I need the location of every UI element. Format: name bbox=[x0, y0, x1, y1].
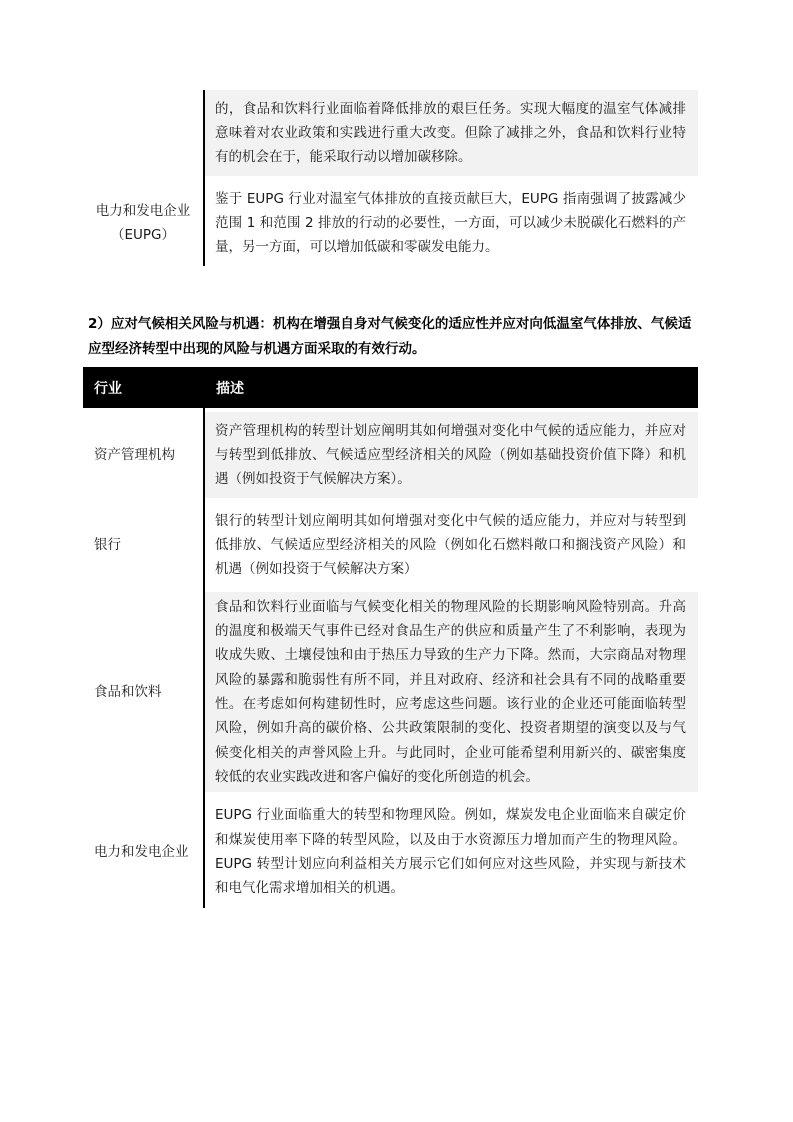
industry-label: 电力和发电企业 bbox=[95, 203, 191, 219]
table-row bbox=[83, 796, 698, 908]
table-row bbox=[83, 180, 698, 266]
description-cell: 资产管理机构的转型计划应阐明其如何增强对变化中气候的适应能力，并应对与转型到低排放、气候适应型经济相关的风险（例如基础投资价值下降）和机遇（例如投资于气候解决方案）。 bbox=[205, 412, 698, 498]
description-cell: 银行的转型计划应阐明其如何增强对变化中气候的适应能力，并应对与转型到低排放、气候适应型经济相关的风险（例如化石燃料敞口和搁浅资产风险）和机遇（例如投资于气候解决方案） bbox=[215, 512, 686, 578]
industry-cell: 资产管理机构 bbox=[83, 412, 205, 498]
industry-table bbox=[83, 367, 698, 908]
description-cell: 的，食品和饮料行业面临着降低排放的艰巨任务。实现大幅度的温室气体减排意味着对农业政策和实践进行重大改变。但除了减排之外，食品和饮料行业特有的机会在于，能采取行动以增加碳移除。 bbox=[205, 90, 698, 176]
table-row bbox=[83, 412, 698, 498]
industry-cell: 食品和饮料 bbox=[83, 592, 205, 792]
table-row bbox=[83, 592, 698, 792]
description-cell: 鉴于 EUPG 行业对温室气体排放的直接贡献巨大，EUPG 指南强调了披露减少范围 1 和范围 2 排放的行动的必要性，一方面，可以减少未脱碳化石燃料的产量，另一方面，可以增加低碳和零碳发电能力。 bbox=[215, 190, 686, 256]
table-header bbox=[83, 367, 698, 408]
industry-cell bbox=[83, 180, 205, 266]
header-description: 描述 bbox=[216, 380, 244, 397]
description-cell: 食品和饮料行业面临与气候变化相关的物理风险的长期影响风险特别高。升高的温度和极端天气事件已经对食品生产的供应和质量产生了不利影响，表现为收成失败、土壤侵蚀和由于热压力导致的生产力下降。然而，大宗商品对物理风险的暴露和脆弱性有所不同，并且对政府、经济和社会具有不同的战略重要性。在考虑如何构建韧性时，应考虑这些问题。该行业的企业还可能面临转型风险，例如升高的碳价格、公共政策限制的变化、投资者期望的演变以及与气候变化相关的声誉风险上升。与此同时，企业可能希望利用新兴的、碳密集度较低的农业实践改进和客户偏好的变化所创造的机会。 bbox=[205, 592, 698, 792]
industry-cell: 电力和发电企业 bbox=[83, 796, 205, 908]
industry-cell: 银行 bbox=[83, 502, 205, 588]
header-industry: 行业 bbox=[94, 380, 122, 397]
table-continued bbox=[83, 90, 698, 266]
description-cell: EUPG 行业面临重大的转型和物理风险。例如，煤炭发电企业面临来自碳定价和煤炭使用率下降的转型风险，以及由于水资源压力增加而产生的物理风险。EUPG 转型计划应向利益相关方展示它们如何应对这些风险，并实现与新技术和电气化需求增加相关的机遇。 bbox=[215, 807, 686, 897]
table-row bbox=[83, 502, 698, 588]
industry-cell bbox=[83, 90, 205, 176]
table-row bbox=[83, 90, 698, 176]
industry-label-abbrev: （EUPG） bbox=[110, 227, 175, 243]
section-heading: 2）应对气候相关风险与机遇：机构在增强自身对气候变化的适应性并应对向低温室气体排放、气候适应型经济转型中出现的风险与机遇方面采取的有效行动。 bbox=[88, 316, 692, 357]
